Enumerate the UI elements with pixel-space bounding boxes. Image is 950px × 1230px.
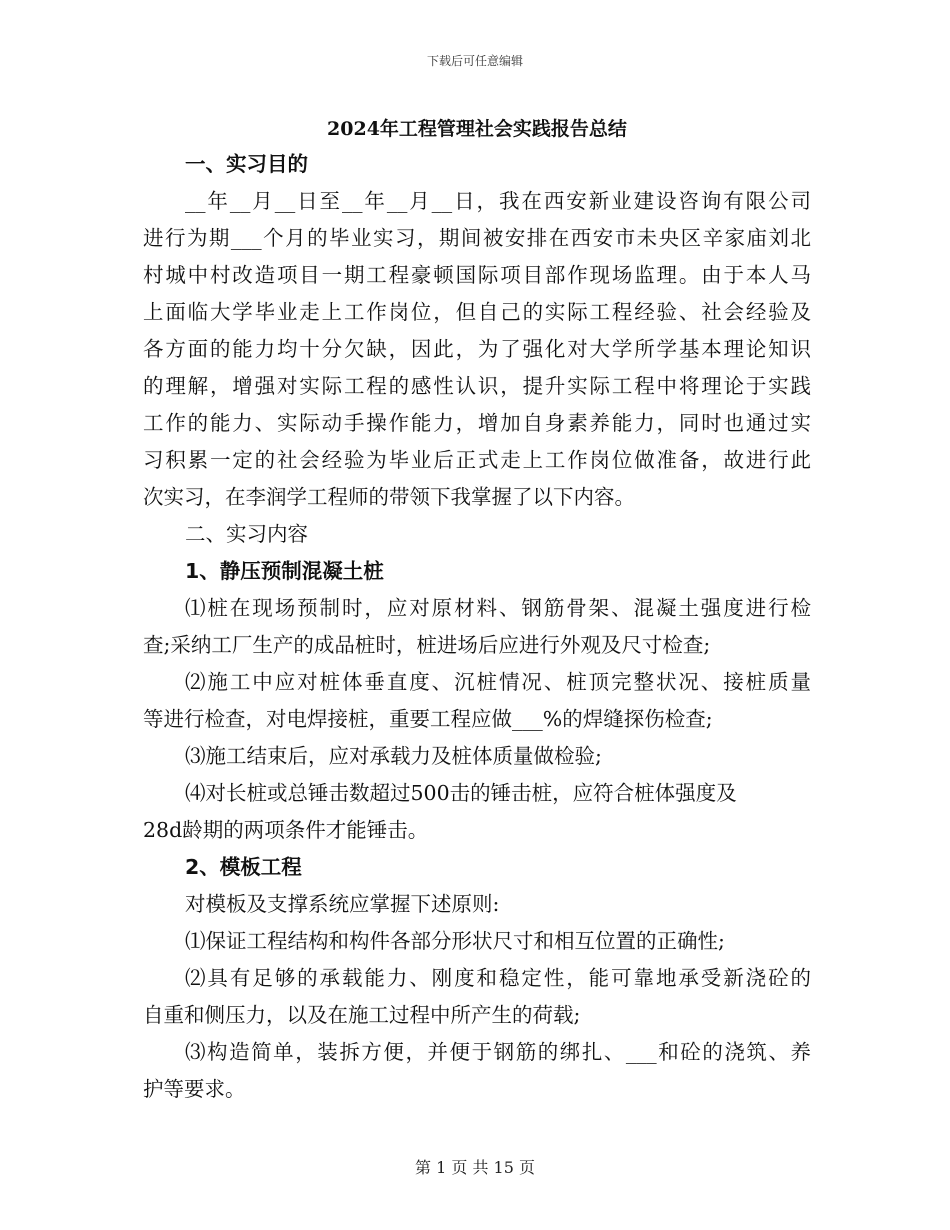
text-line: 上面临大学毕业走上工作岗位，但自己的实际工程经验、社会经验及 xyxy=(143,300,811,324)
page-number: 第 1 页 共 15 页 xyxy=(415,1158,535,1177)
text-line: ⑶构造简单，装拆方便，并便于钢筋的绑扎、___和砼的浇筑、养 xyxy=(185,1040,811,1064)
text-line: ⑵施工中应对桩体垂直度、沉桩情况、桩顶完整状况、接桩质量 xyxy=(185,670,811,694)
text-line: ⑶施工结束后，应对承载力及桩体质量做检验; xyxy=(185,744,602,768)
text-line: 次实习，在李润学工程师的带领下我掌握了以下内容。 xyxy=(143,485,635,509)
text-line: 进行为期___个月的毕业实习，期间被安排在西安市未央区辛家庙刘北 xyxy=(143,226,811,250)
text-line: 自重和侧压力，以及在施工过程中所产生的荷载; xyxy=(143,1003,581,1027)
page-header-note: 下载后可任意编辑 xyxy=(426,54,523,68)
document-lines xyxy=(143,146,811,1108)
text-line: 等进行检查，对电焊接桩，重要工程应做___%的焊缝探伤检查; xyxy=(143,707,713,731)
text-line: 护等要求。 xyxy=(143,1077,246,1101)
section-heading: 2、模板工程 xyxy=(185,855,302,879)
text-line: ⑷对长桩或总锤击数超过500击的锤击桩，应符合桩体强度及 xyxy=(185,781,737,805)
text-line: 28d龄期的两项条件才能锤击。 xyxy=(143,818,429,842)
text-line: 二、实习内容 xyxy=(185,522,308,546)
text-line: 查;采纳工厂生产的成品桩时，桩进场后应进行外观及尺寸检查; xyxy=(143,633,711,657)
text-line: 村城中村改造项目一期工程豪顿国际项目部作现场监理。由于本人马 xyxy=(143,263,811,287)
document-title: 2024年工程管理社会实践报告总结 xyxy=(327,118,627,140)
text-line: ⑴桩在现场预制时，应对原材料、钢筋骨架、混凝土强度进行检 xyxy=(185,596,811,620)
text-line: ⑴保证工程结构和构件各部分形状尺寸和相互位置的正确性; xyxy=(185,929,725,953)
text-line: 对模板及支撑系统应掌握下述原则: xyxy=(185,892,500,916)
section-heading: 一、实习目的 xyxy=(185,152,308,176)
text-line: 的理解，增强对实际工程的感性认识，提升实际工程中将理论于实践 xyxy=(143,374,811,398)
document-body xyxy=(143,112,811,1108)
text-line: __年__月__日至__年__月__日，我在西安新业建设咨询有限公司 xyxy=(185,189,811,213)
text-line: 各方面的能力均十分欠缺，因此，为了强化对大学所学基本理论知识 xyxy=(143,337,811,361)
text-line: ⑵具有足够的承载能力、刚度和稳定性，能可靠地承受新浇砼的 xyxy=(185,966,811,990)
text-line: 习积累一定的社会经验为毕业后正式走上工作岗位做准备，故进行此 xyxy=(143,448,811,472)
text-line: 工作的能力、实际动手操作能力，增加自身素养能力，同时也通过实 xyxy=(143,411,811,435)
section-heading: 1、静压预制混凝土桩 xyxy=(185,559,384,583)
